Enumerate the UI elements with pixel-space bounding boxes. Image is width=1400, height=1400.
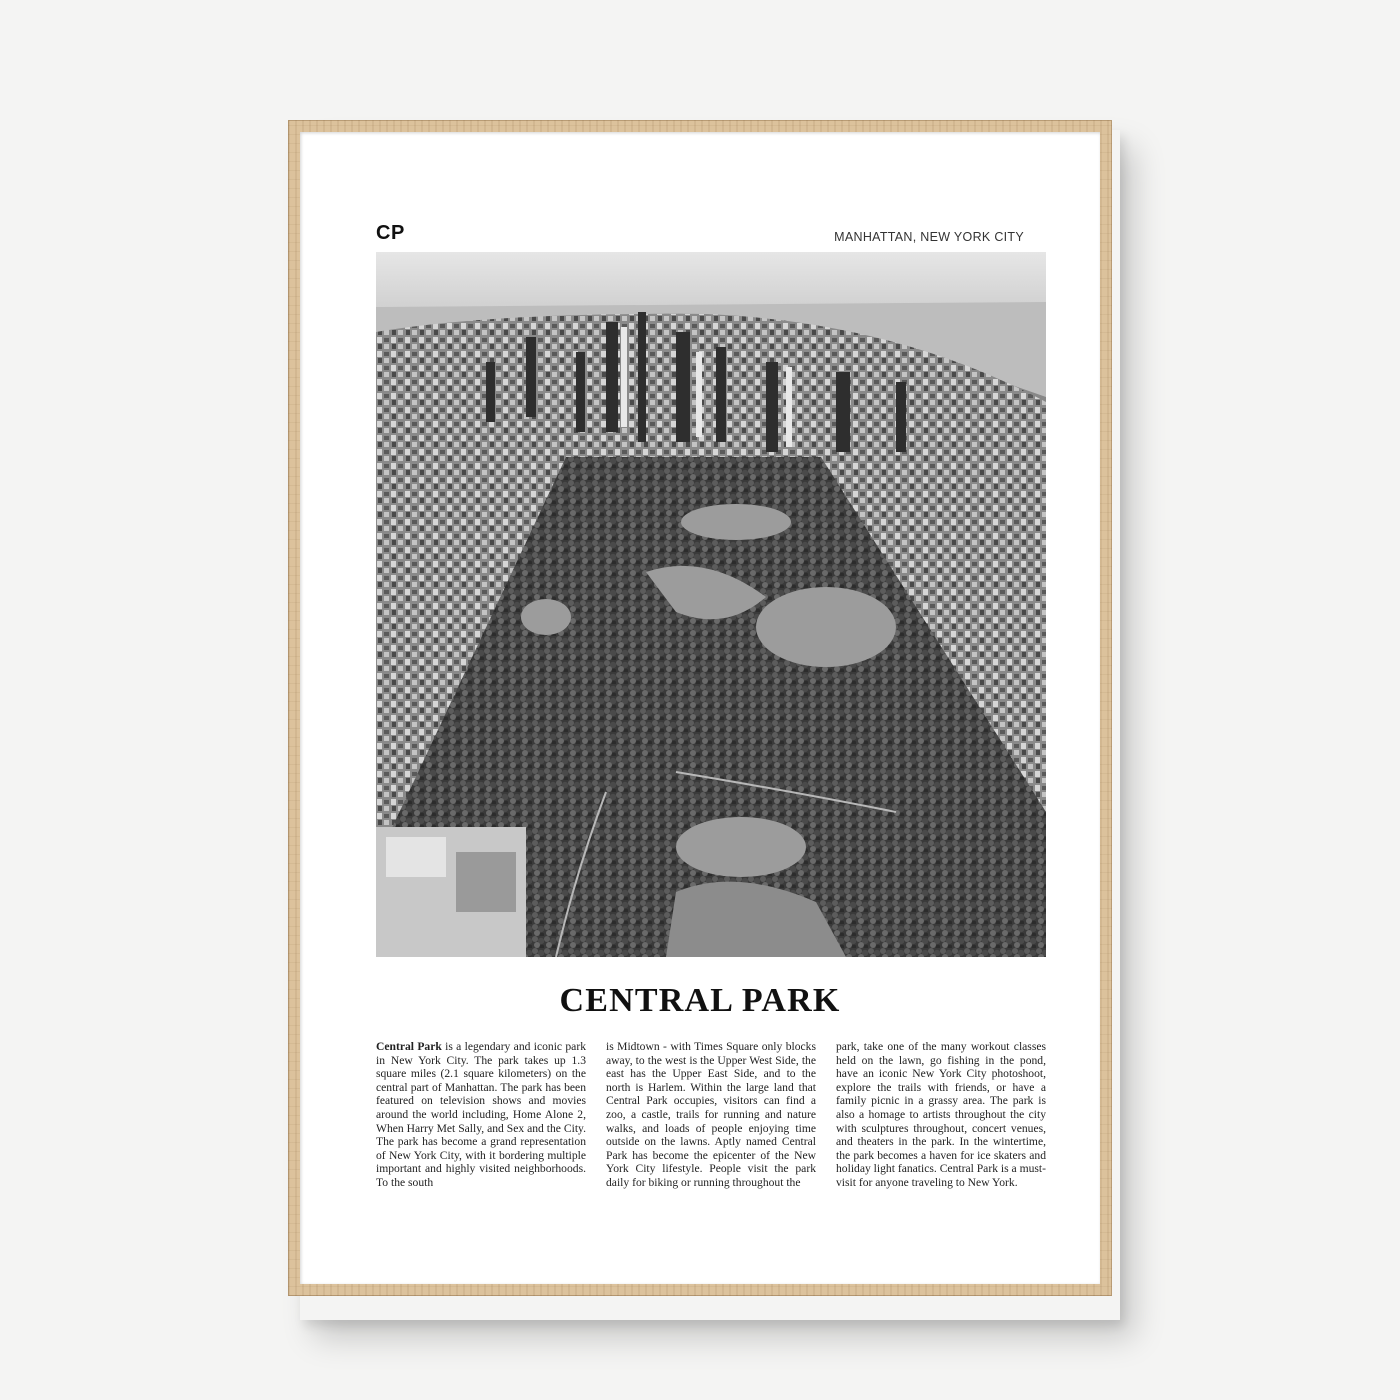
column-3-text: park, take one of the many workout classes held on the lawn, go fishing in the pond, have an iconic New York City photoshoot, explore the trails with friends, or have a family picnic in a grassy area. The park is also a homage to artists throughout the city with sculptures throughout, concert venues, and theaters in the park. In the wintertime, the park becomes a haven for ice skaters and holiday light fanatics. Central Park is a must-visit for anyone traveling to New York.: [836, 1040, 1046, 1189]
column-2-text: is Midtown - with Times Square only blocks away, to the west is the Upper West Side, the east has the Upper East Side, and to the north is Harlem. Within the large land that Central Park occupies, visitors can find a zoo, a castle, trails for running and nature walks, and loads of people enjoying time outside on the lawns. Aptly named Central Park has become the epicenter of the New York City lifestyle. People visit the park daily for biking or running throughout the: [606, 1040, 816, 1189]
poster-body-text: [376, 1040, 1046, 1190]
text-column-1: [376, 1040, 586, 1190]
central-park-aerial-photo: [376, 252, 1046, 957]
poster-location: MANHATTAN, NEW YORK CITY: [834, 230, 1024, 244]
lead-text: Central Park: [376, 1040, 442, 1053]
poster-logo: CP: [376, 222, 405, 244]
text-column-3: [836, 1040, 1046, 1190]
text-column-2: [606, 1040, 816, 1190]
poster-mat: [300, 132, 1100, 1284]
column-1-text: is a legendary and iconic park in New York City. The park takes up 1.3 square miles (2.1 square kilometers) on the central part of Manhattan. The park has been featured on television shows and movies around the world including, Home Alone 2, When Harry Met Sally, and Sex and the City. The park has become a grand representation of New York City, with it bordering multiple important and highly visited neighborhoods. To the south: [376, 1040, 586, 1189]
wooden-frame: [288, 120, 1112, 1296]
poster-title: CENTRAL PARK: [559, 982, 841, 1019]
